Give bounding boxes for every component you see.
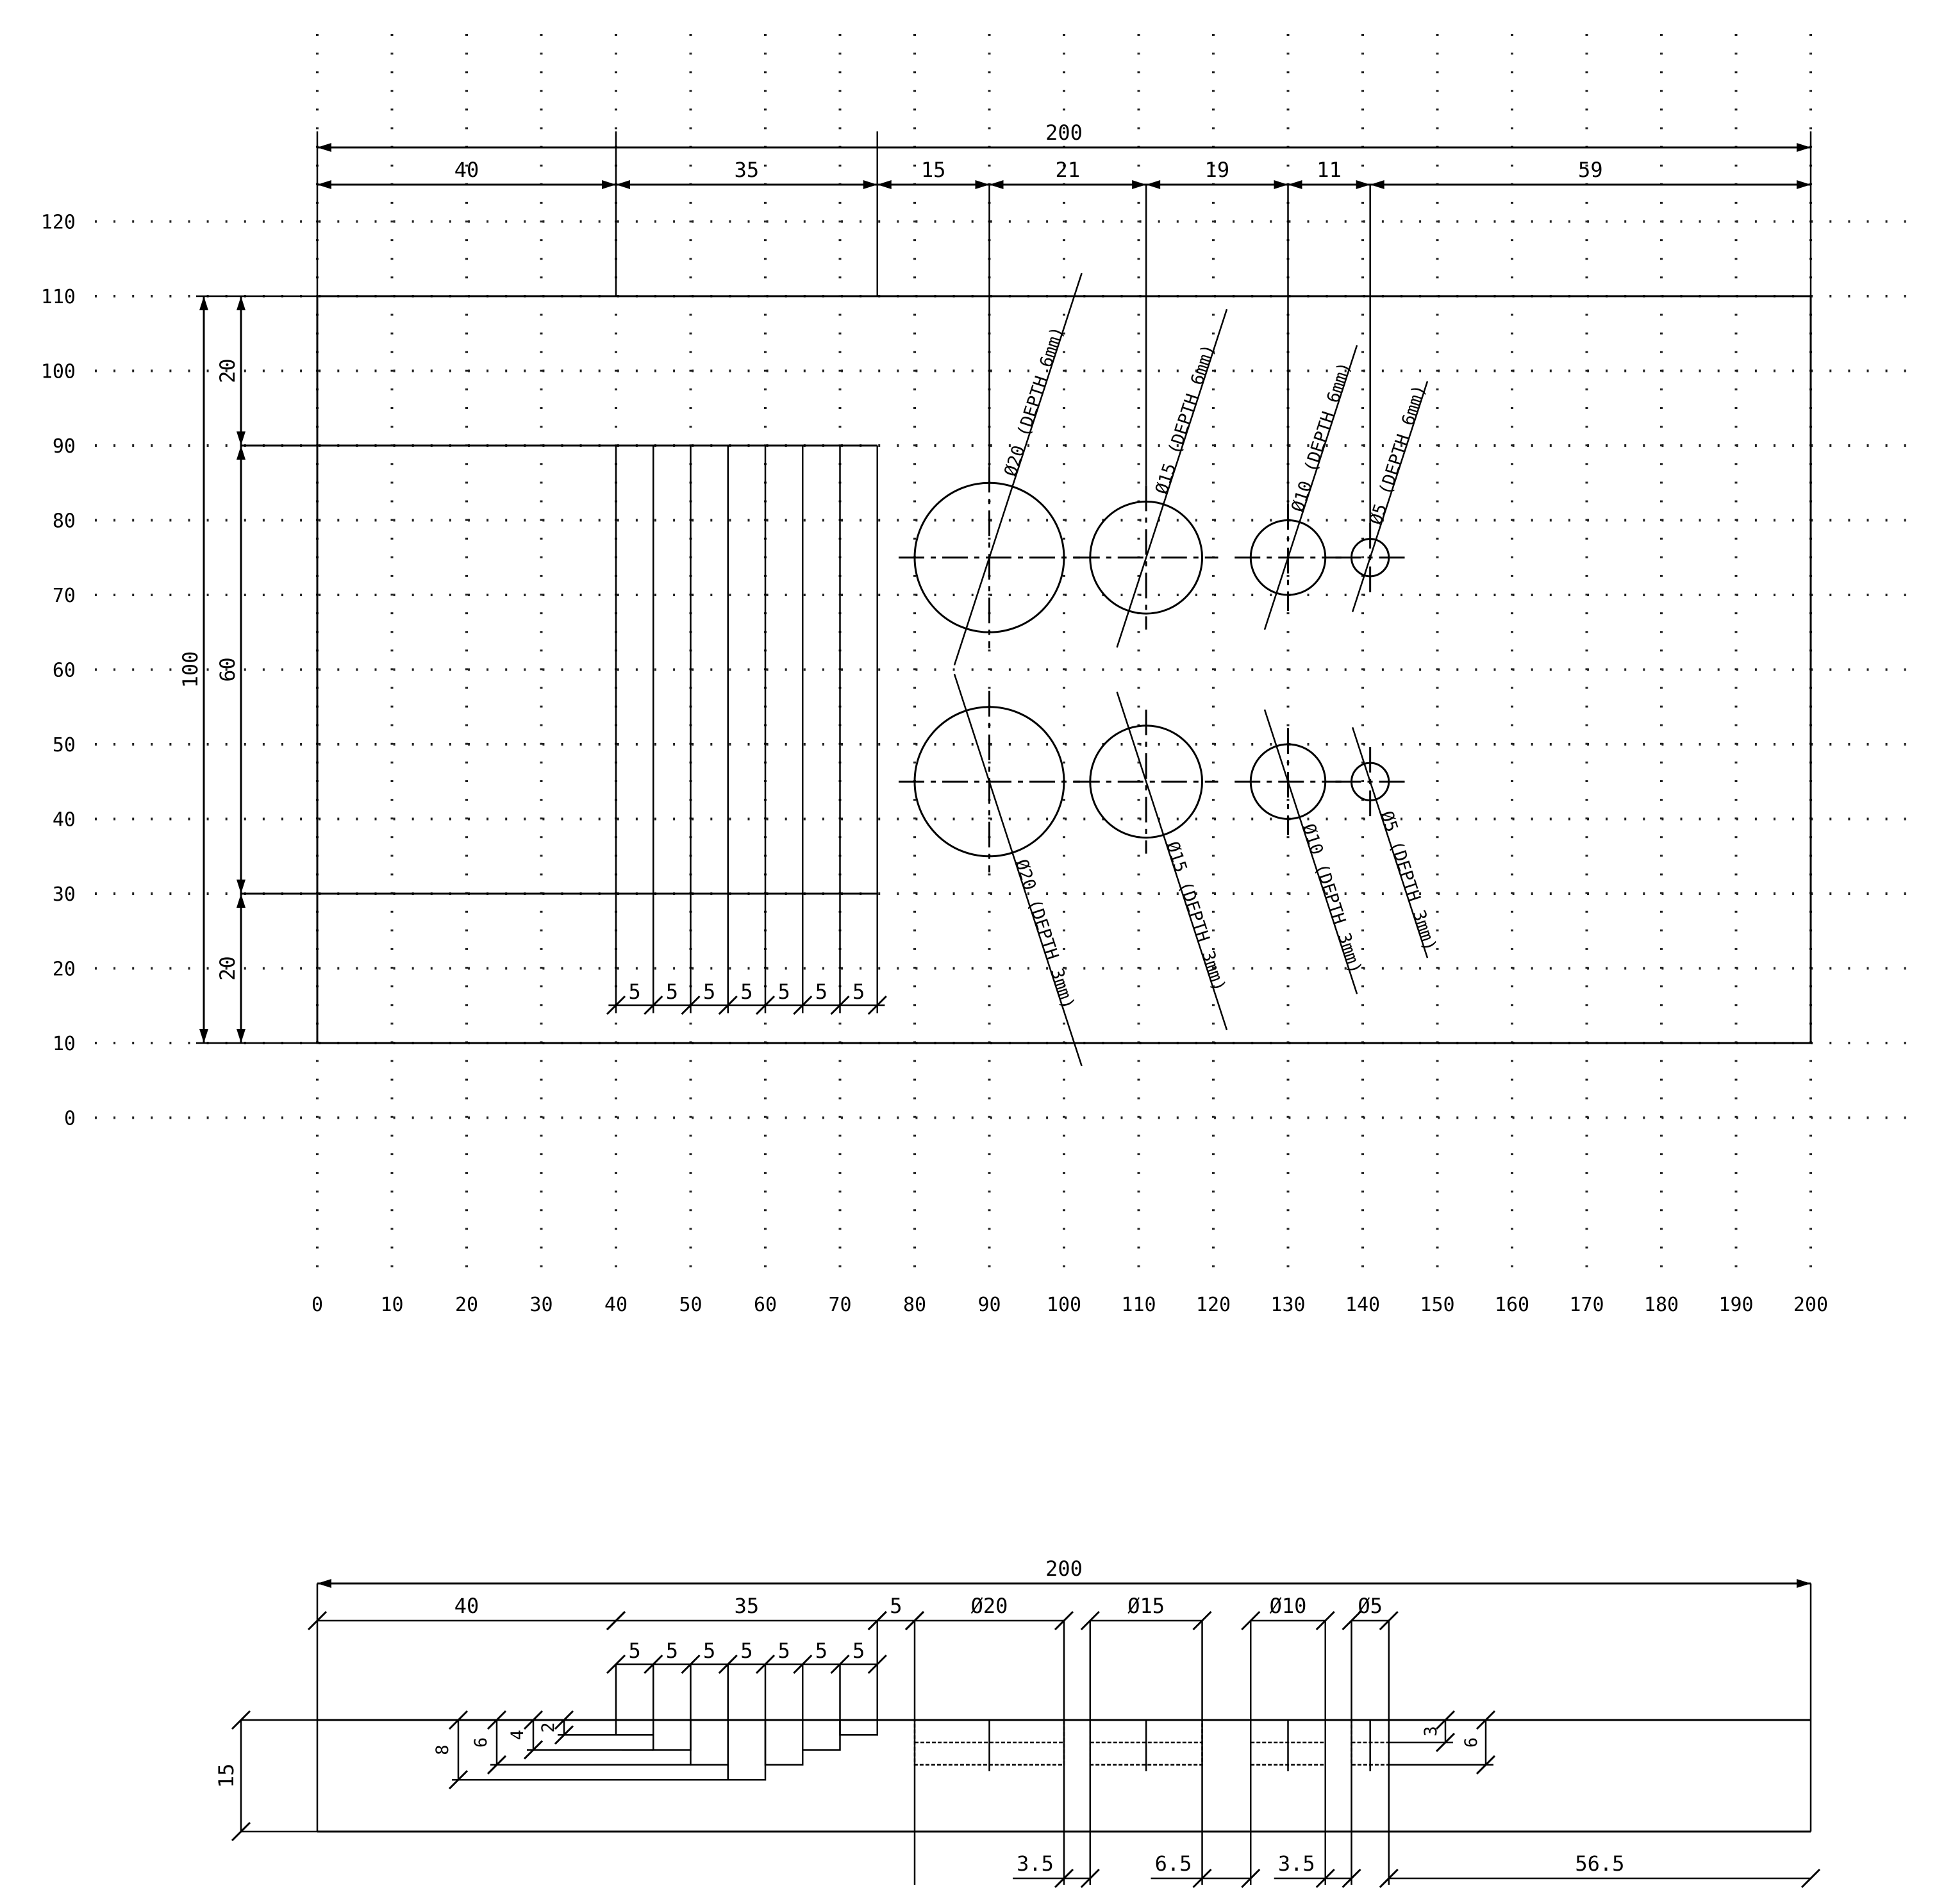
x-axis-tick-label: 40 — [604, 1294, 628, 1316]
x-axis-tick-label: 200 — [1793, 1294, 1829, 1316]
slot-width-label: 5 — [665, 980, 679, 1004]
step-depth-label: 6 — [471, 1737, 491, 1748]
axis-labels — [41, 212, 1828, 1317]
slot-depth-profile — [653, 1720, 690, 1750]
x-axis-tick-label: 100 — [1046, 1294, 1082, 1316]
arrowhead — [1797, 180, 1811, 189]
y-axis-tick-label: 80 — [52, 510, 76, 533]
x-axis-tick-label: 60 — [753, 1294, 777, 1316]
arrowhead — [602, 180, 616, 189]
step-depth-label: 4 — [508, 1730, 528, 1741]
arrowhead — [616, 180, 630, 189]
x-axis-tick-label: 20 — [454, 1294, 479, 1316]
side-slot-label: 5 — [777, 1639, 790, 1663]
thickness-label: 15 — [214, 1763, 238, 1789]
arrowhead — [1274, 180, 1288, 189]
slot-depth-profile — [765, 1720, 802, 1765]
arrowhead — [237, 446, 245, 460]
x-axis-tick-label: 0 — [311, 1294, 324, 1316]
x-axis-tick-label: 160 — [1494, 1294, 1530, 1316]
slot-depth-profile — [840, 1720, 877, 1735]
arrowhead — [863, 180, 877, 189]
chain-dimension-label: 11 — [1317, 158, 1342, 182]
side-bottom-label: 3.5 — [1017, 1851, 1054, 1876]
chain-dimension-label: 35 — [734, 158, 760, 182]
side-bottom-label: 56.5 — [1575, 1851, 1625, 1876]
vertical-chain-label: 20 — [215, 358, 240, 383]
y-axis-tick-label: 100 — [40, 360, 76, 383]
vertical-chain-label: 20 — [215, 956, 240, 981]
y-axis-tick-label: 20 — [52, 958, 76, 981]
x-axis-tick-label: 70 — [828, 1294, 852, 1316]
y-axis-tick-label: 50 — [52, 734, 76, 756]
side-chain-label: 5 — [890, 1594, 902, 1618]
arrowhead — [1370, 180, 1384, 189]
x-axis-tick-label: 10 — [380, 1294, 404, 1316]
slot-width-label: 5 — [740, 980, 753, 1004]
arrowhead — [317, 1579, 331, 1588]
x-axis-tick-label: 190 — [1718, 1294, 1754, 1316]
side-slot-label: 5 — [628, 1639, 641, 1663]
side-slot-label: 5 — [702, 1639, 716, 1663]
side-chain-label: Ø10 — [1269, 1594, 1307, 1618]
arrowhead — [199, 296, 208, 310]
slot-depth-profile — [802, 1720, 840, 1750]
y-axis-tick-label: 120 — [40, 211, 76, 234]
dot-grid — [95, 34, 1907, 1276]
side-slot-label: 5 — [815, 1639, 828, 1663]
y-axis-tick-label: 60 — [52, 659, 76, 682]
hole-callout: Ø20 (DEPTH 6mm) — [1001, 324, 1068, 480]
chain-dimension-label: 21 — [1055, 158, 1081, 182]
slot-width-label: 5 — [815, 980, 828, 1004]
slot-width-label: 5 — [777, 980, 790, 1004]
x-axis-tick-label: 130 — [1270, 1294, 1306, 1316]
side-overall-width-label: 200 — [1045, 1557, 1083, 1581]
x-axis-tick-label: 120 — [1195, 1294, 1231, 1316]
chain-dimension-label: 15 — [920, 158, 946, 182]
y-axis-tick-label: 30 — [52, 883, 76, 906]
arrowhead — [237, 894, 245, 908]
chain-dimension-label: 40 — [454, 158, 479, 182]
side-slot-label: 5 — [665, 1639, 679, 1663]
arrowhead — [990, 180, 1004, 189]
y-axis-tick-label: 0 — [63, 1107, 76, 1130]
y-axis-tick-label: 10 — [52, 1033, 76, 1055]
x-axis-tick-label: 140 — [1345, 1294, 1381, 1316]
slot-depth-profile — [691, 1720, 728, 1765]
hole-callout: Ø20 (DEPTH 3mm) — [1011, 856, 1079, 1012]
side-bottom-label: 6.5 — [1154, 1851, 1192, 1876]
side-view-dimensions — [214, 1557, 1820, 1887]
x-axis-tick-label: 90 — [977, 1294, 1001, 1316]
x-axis-tick-label: 30 — [529, 1294, 553, 1316]
y-axis-tick-label: 90 — [52, 435, 76, 458]
arrowhead — [317, 180, 331, 189]
arrowhead — [1146, 180, 1160, 189]
hole-callout: Ø5 (DEPTH 3mm) — [1376, 808, 1440, 954]
x-axis-tick-label: 150 — [1420, 1294, 1455, 1316]
overall-height-label: 100 — [178, 651, 203, 689]
hole-callout: Ø10 (DEPTH 3mm) — [1298, 821, 1366, 976]
x-axis-tick-label: 80 — [902, 1294, 927, 1316]
top-view-dimensions — [178, 121, 1811, 1043]
step-depth-label: 8 — [433, 1744, 453, 1755]
arrowhead — [237, 431, 245, 446]
hole-callout: Ø10 (DEPTH 6mm) — [1288, 359, 1356, 515]
arrowhead — [976, 180, 990, 189]
arrowhead — [237, 880, 245, 894]
x-axis-tick-label: 50 — [679, 1294, 702, 1316]
side-slot-label: 5 — [740, 1639, 753, 1663]
arrowhead — [1132, 180, 1146, 189]
vertical-chain-label: 60 — [215, 657, 240, 682]
hole-depth-label: 6 — [1461, 1737, 1481, 1748]
slot-width-label: 5 — [702, 980, 716, 1004]
side-chain-label: 40 — [454, 1594, 479, 1618]
side-chain-label: 35 — [734, 1594, 760, 1618]
arrowhead — [1797, 143, 1811, 152]
arrowhead — [877, 180, 892, 189]
overall-width-label: 200 — [1045, 121, 1083, 145]
arrowhead — [1797, 1579, 1811, 1588]
top-view — [240, 131, 1811, 1066]
arrowhead — [237, 1029, 245, 1043]
y-axis-tick-label: 110 — [40, 286, 76, 308]
x-axis-tick-label: 170 — [1569, 1294, 1604, 1316]
side-slot-label: 5 — [852, 1639, 865, 1663]
side-chain-label: Ø15 — [1127, 1594, 1165, 1618]
slot-width-label: 5 — [852, 980, 865, 1004]
hole-callout: Ø15 (DEPTH 6mm) — [1151, 342, 1219, 497]
side-chain-label: Ø20 — [970, 1594, 1008, 1618]
hole-depth-label: 3 — [1421, 1726, 1441, 1737]
step-depth-label: 2 — [538, 1722, 558, 1733]
chain-dimension-label: 19 — [1204, 158, 1230, 182]
arrowhead — [317, 143, 331, 152]
side-view — [240, 1583, 1811, 1885]
slot-width-label: 5 — [628, 980, 641, 1004]
arrowhead — [1356, 180, 1370, 189]
y-axis-tick-label: 40 — [52, 808, 76, 831]
x-axis-tick-label: 110 — [1121, 1294, 1156, 1316]
side-chain-label: Ø5 — [1358, 1594, 1383, 1618]
hole-callout: Ø15 (DEPTH 3mm) — [1162, 839, 1229, 994]
side-bottom-label: 3.5 — [1277, 1851, 1315, 1876]
slot-depth-profile — [728, 1720, 765, 1780]
chain-dimension-label: 59 — [1578, 158, 1603, 182]
arrowhead — [199, 1029, 208, 1043]
arrowhead — [1288, 180, 1302, 189]
arrowhead — [237, 296, 245, 310]
y-axis-tick-label: 70 — [52, 585, 76, 607]
x-axis-tick-label: 180 — [1643, 1294, 1679, 1316]
slot-depth-profile — [616, 1720, 653, 1735]
hole-callout: Ø5 (DEPTH 6mm) — [1365, 382, 1430, 528]
